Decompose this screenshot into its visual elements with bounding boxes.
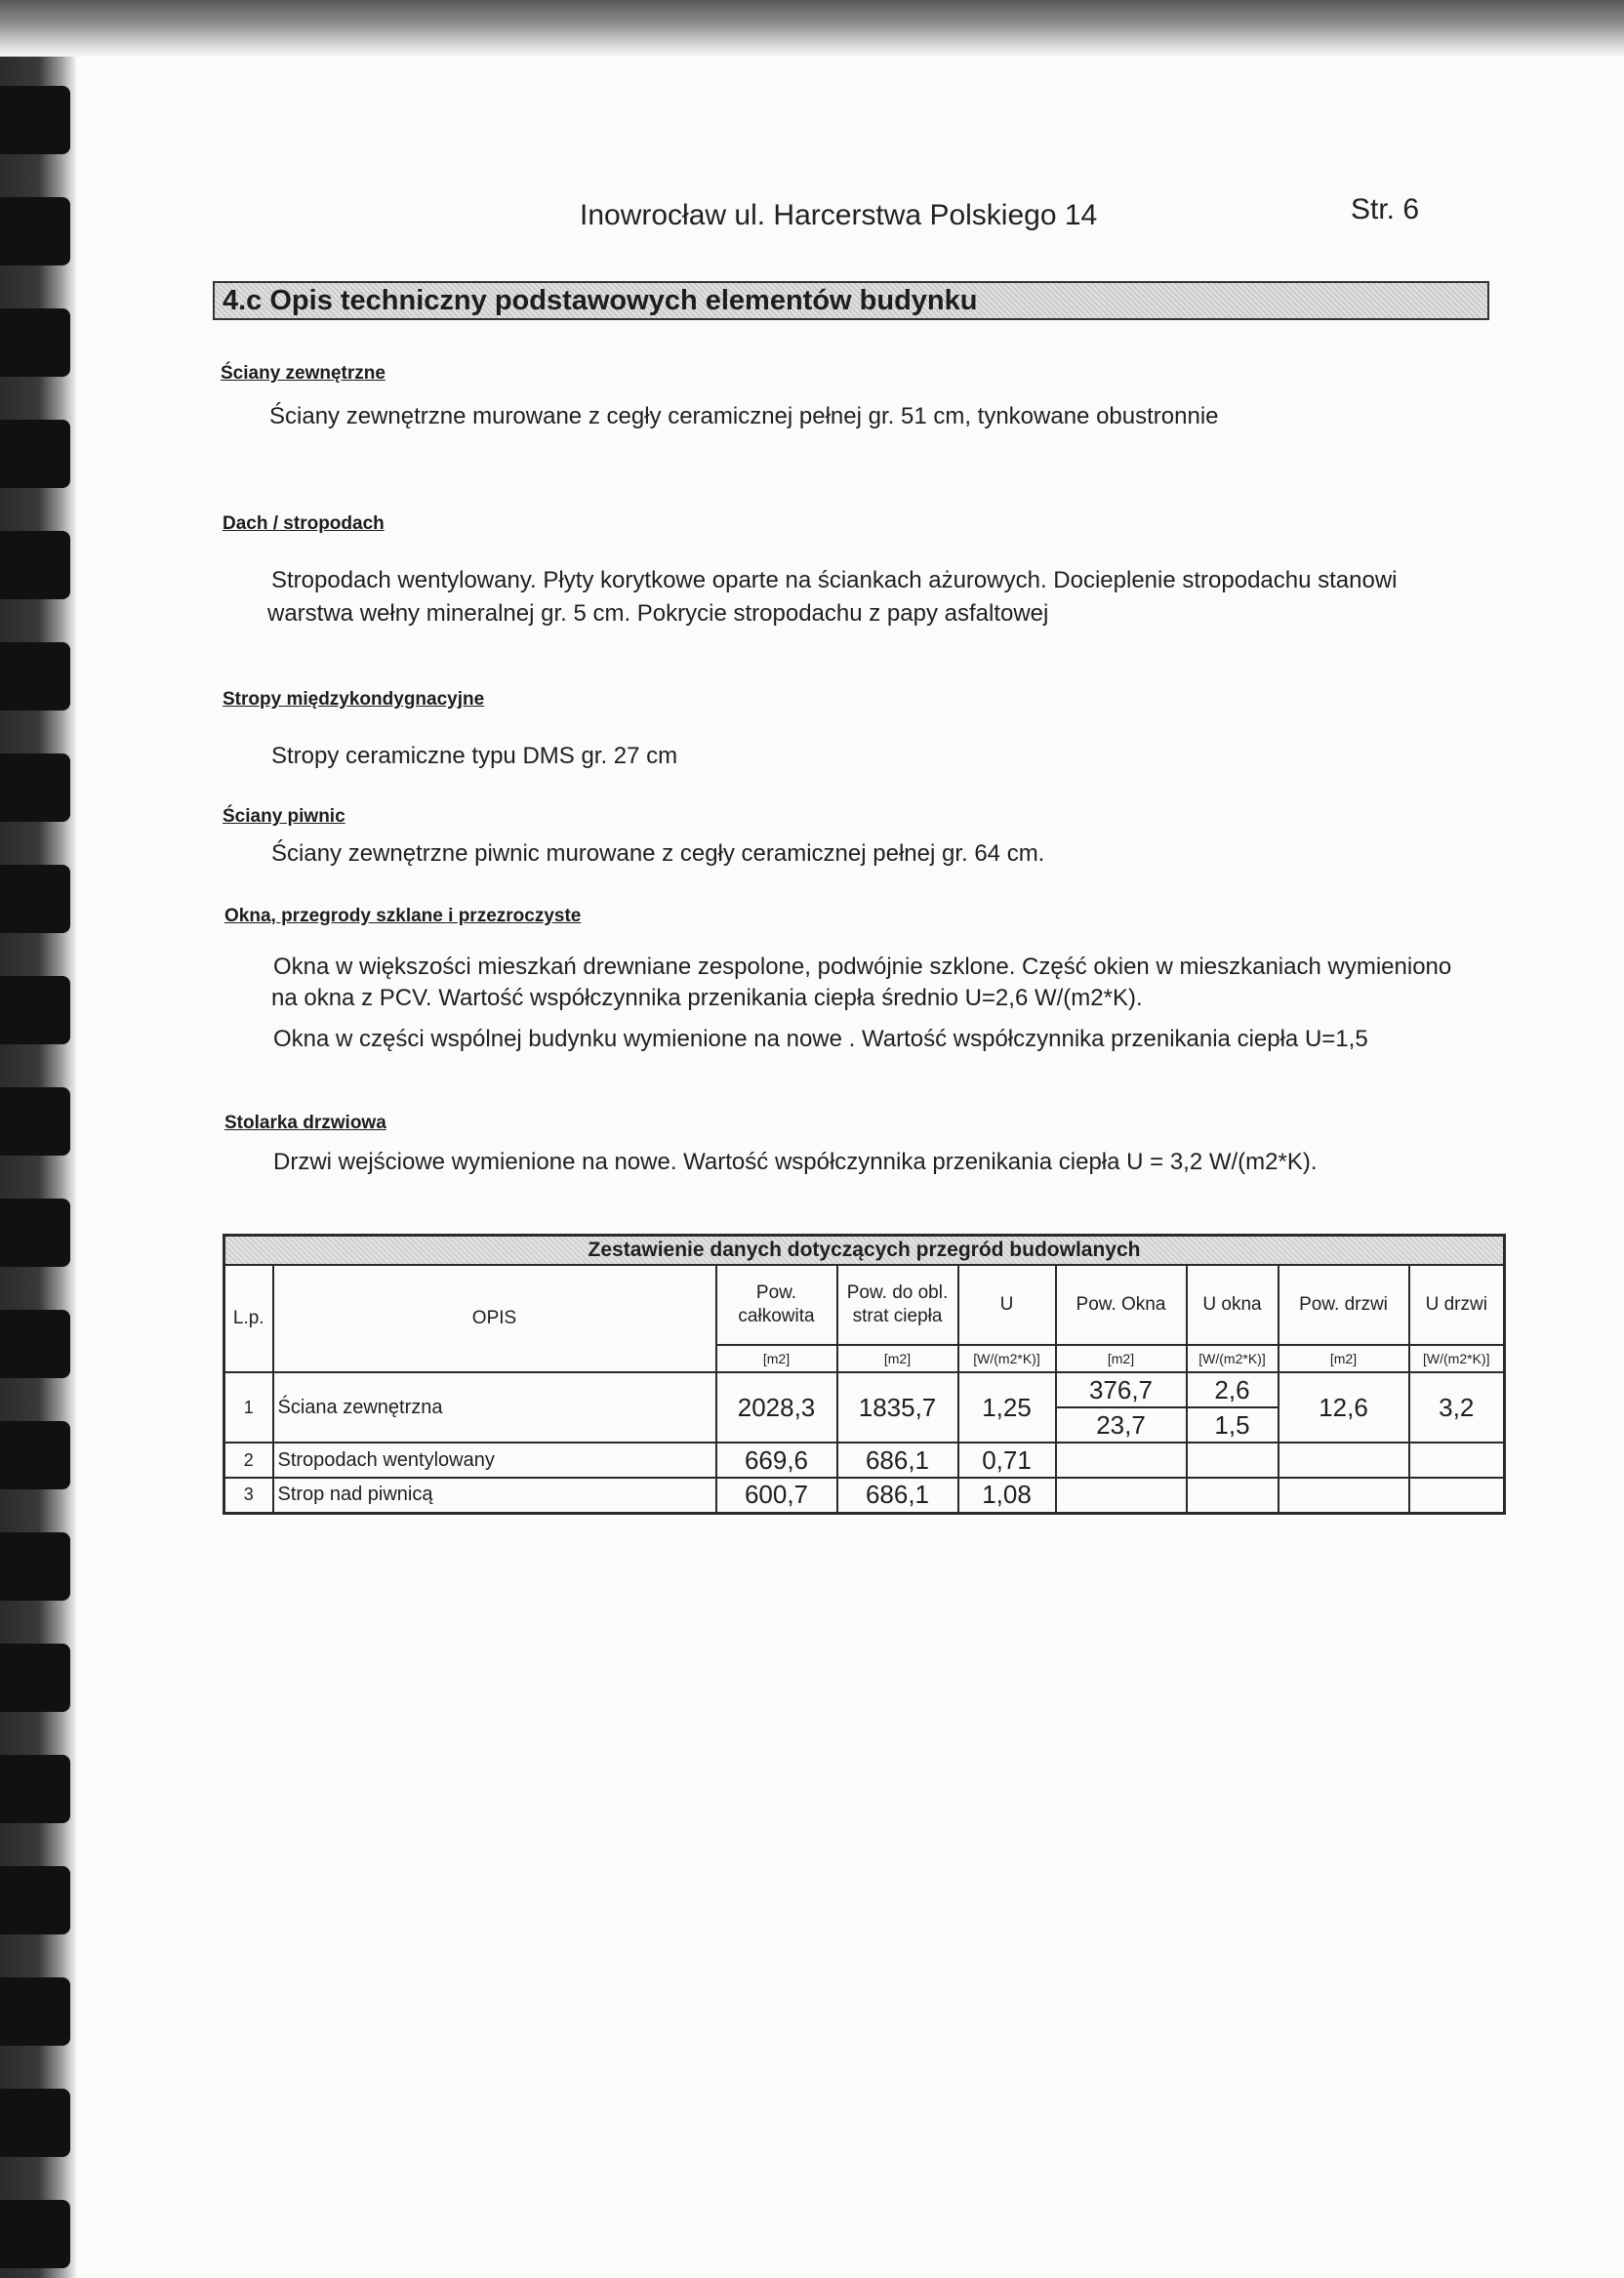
text-stolarka: Drzwi wejściowe wymienione na nowe. Wartość współczynnika przenikania ciepła U = 3,2 W/(m2*K). <box>273 1149 1318 1175</box>
row3-opis: Strop nad piwnicą <box>273 1478 716 1513</box>
text-okna-line1: Okna w większości mieszkań drewniane zespolone, podwójnie szklone. Część okien w mieszkaniach wymieniono <box>273 954 1452 980</box>
heading-dach: Dach / stropodach <box>223 513 385 534</box>
text-dach-line1: Stropodach wentylowany. Płyty korytkowe oparte na ściankach ażurowych. Docieplenie stropodachu stanowi <box>271 567 1398 593</box>
row2-opis: Stropodach wentylowany <box>273 1443 716 1478</box>
text-dach-line2: warstwa wełny mineralnej gr. 5 cm. Pokrycie stropodachu z papy asfaltowej <box>267 600 1049 627</box>
unit-pow-calkowita: [m2] <box>716 1345 837 1372</box>
text-sciany-zewnetrzne: Ściany zewnętrzne murowane z cegły ceramicznej pełnej gr. 51 cm, tynkowane obustronnie <box>269 403 1219 429</box>
row2-pow-drzwi <box>1279 1443 1409 1478</box>
row1-u: 1,25 <box>958 1372 1056 1443</box>
unit-u-drzwi: [W/(m2*K)] <box>1409 1345 1505 1372</box>
row2-u-okna <box>1187 1443 1279 1478</box>
text-sciany-piwnic: Ściany zewnętrzne piwnic murowane z cegły ceramicznej pełnej gr. 64 cm. <box>271 840 1045 867</box>
unit-pow-okna: [m2] <box>1056 1345 1187 1372</box>
header-u-okna: U okna <box>1187 1265 1279 1345</box>
row2-pow-do-obl: 686,1 <box>837 1443 958 1478</box>
row3-u-drzwi <box>1409 1478 1505 1513</box>
heading-sciany-zewnetrzne: Ściany zewnętrzne <box>221 363 386 384</box>
row3-pow-drzwi <box>1279 1478 1409 1513</box>
row2-u: 0,71 <box>958 1443 1056 1478</box>
header-location: Inowrocław ul. Harcerstwa Polskiego 14 <box>580 199 1098 231</box>
row1-pow-okna-2: 23,7 <box>1056 1407 1187 1443</box>
row3-pow-do-obl: 686,1 <box>837 1478 958 1513</box>
unit-pow-do-obl: [m2] <box>837 1345 958 1372</box>
row2-pow-calkowita: 669,6 <box>716 1443 837 1478</box>
row2-lp: 2 <box>224 1443 273 1478</box>
heading-stropy: Stropy międzykondygnacyjne <box>223 689 485 710</box>
row3-u-okna <box>1187 1478 1279 1513</box>
header-pow-okna: Pow. Okna <box>1056 1265 1187 1345</box>
row3-lp: 3 <box>224 1478 273 1513</box>
heading-sciany-piwnic: Ściany piwnic <box>223 806 345 827</box>
unit-u: [W/(m2*K)] <box>958 1345 1056 1372</box>
table-title: Zestawienie danych dotyczących przegród budowlanych <box>224 1236 1505 1266</box>
row1-pow-okna-1: 376,7 <box>1056 1372 1187 1407</box>
row3-u: 1,08 <box>958 1478 1056 1513</box>
section-title-bar <box>213 281 1489 320</box>
row3-pow-calkowita: 600,7 <box>716 1478 837 1513</box>
spiral-binding <box>0 57 76 2278</box>
row2-u-drzwi <box>1409 1443 1505 1478</box>
row1-u-drzwi: 3,2 <box>1409 1372 1505 1443</box>
row3-pow-okna <box>1056 1478 1187 1513</box>
summary-table <box>223 1234 1506 1515</box>
header-pow-drzwi: Pow. drzwi <box>1279 1265 1409 1345</box>
header-opis: OPIS <box>273 1265 716 1372</box>
text-okna-line3: Okna w części wspólnej budynku wymienione na nowe . Wartość współczynnika przenikania ciepła U=1,5 <box>273 1026 1368 1052</box>
row1-lp: 1 <box>224 1372 273 1443</box>
header-lp: L.p. <box>224 1265 273 1372</box>
text-stropy: Stropy ceramiczne typu DMS gr. 27 cm <box>271 743 678 769</box>
row2-pow-okna <box>1056 1443 1187 1478</box>
row1-pow-calkowita: 2028,3 <box>716 1372 837 1443</box>
heading-okna: Okna, przegrody szklane i przezroczyste <box>224 906 582 926</box>
row1-opis: Ściana zewnętrzna <box>273 1372 716 1443</box>
header-pow-do-obl: Pow. do obl. strat ciepła <box>837 1265 958 1345</box>
row1-pow-do-obl: 1835,7 <box>837 1372 958 1443</box>
header-u-drzwi: U drzwi <box>1409 1265 1505 1345</box>
scan-top-shadow <box>0 0 1624 57</box>
row1-u-okna-2: 1,5 <box>1187 1407 1279 1443</box>
unit-u-okna: [W/(m2*K)] <box>1187 1345 1279 1372</box>
heading-stolarka: Stolarka drzwiowa <box>224 1113 386 1133</box>
text-okna-line2: na okna z PCV. Wartość współczynnika przenikania ciepła średnio U=2,6 W/(m2*K). <box>271 985 1143 1011</box>
header-u: U <box>958 1265 1056 1345</box>
section-title: 4.c Opis techniczny podstawowych elementów budynku <box>223 285 978 316</box>
page-number: Str. 6 <box>1351 193 1420 225</box>
row1-u-okna-1: 2,6 <box>1187 1372 1279 1407</box>
unit-pow-drzwi: [m2] <box>1279 1345 1409 1372</box>
header-pow-calkowita: Pow. całkowita <box>716 1265 837 1345</box>
row1-pow-drzwi: 12,6 <box>1279 1372 1409 1443</box>
